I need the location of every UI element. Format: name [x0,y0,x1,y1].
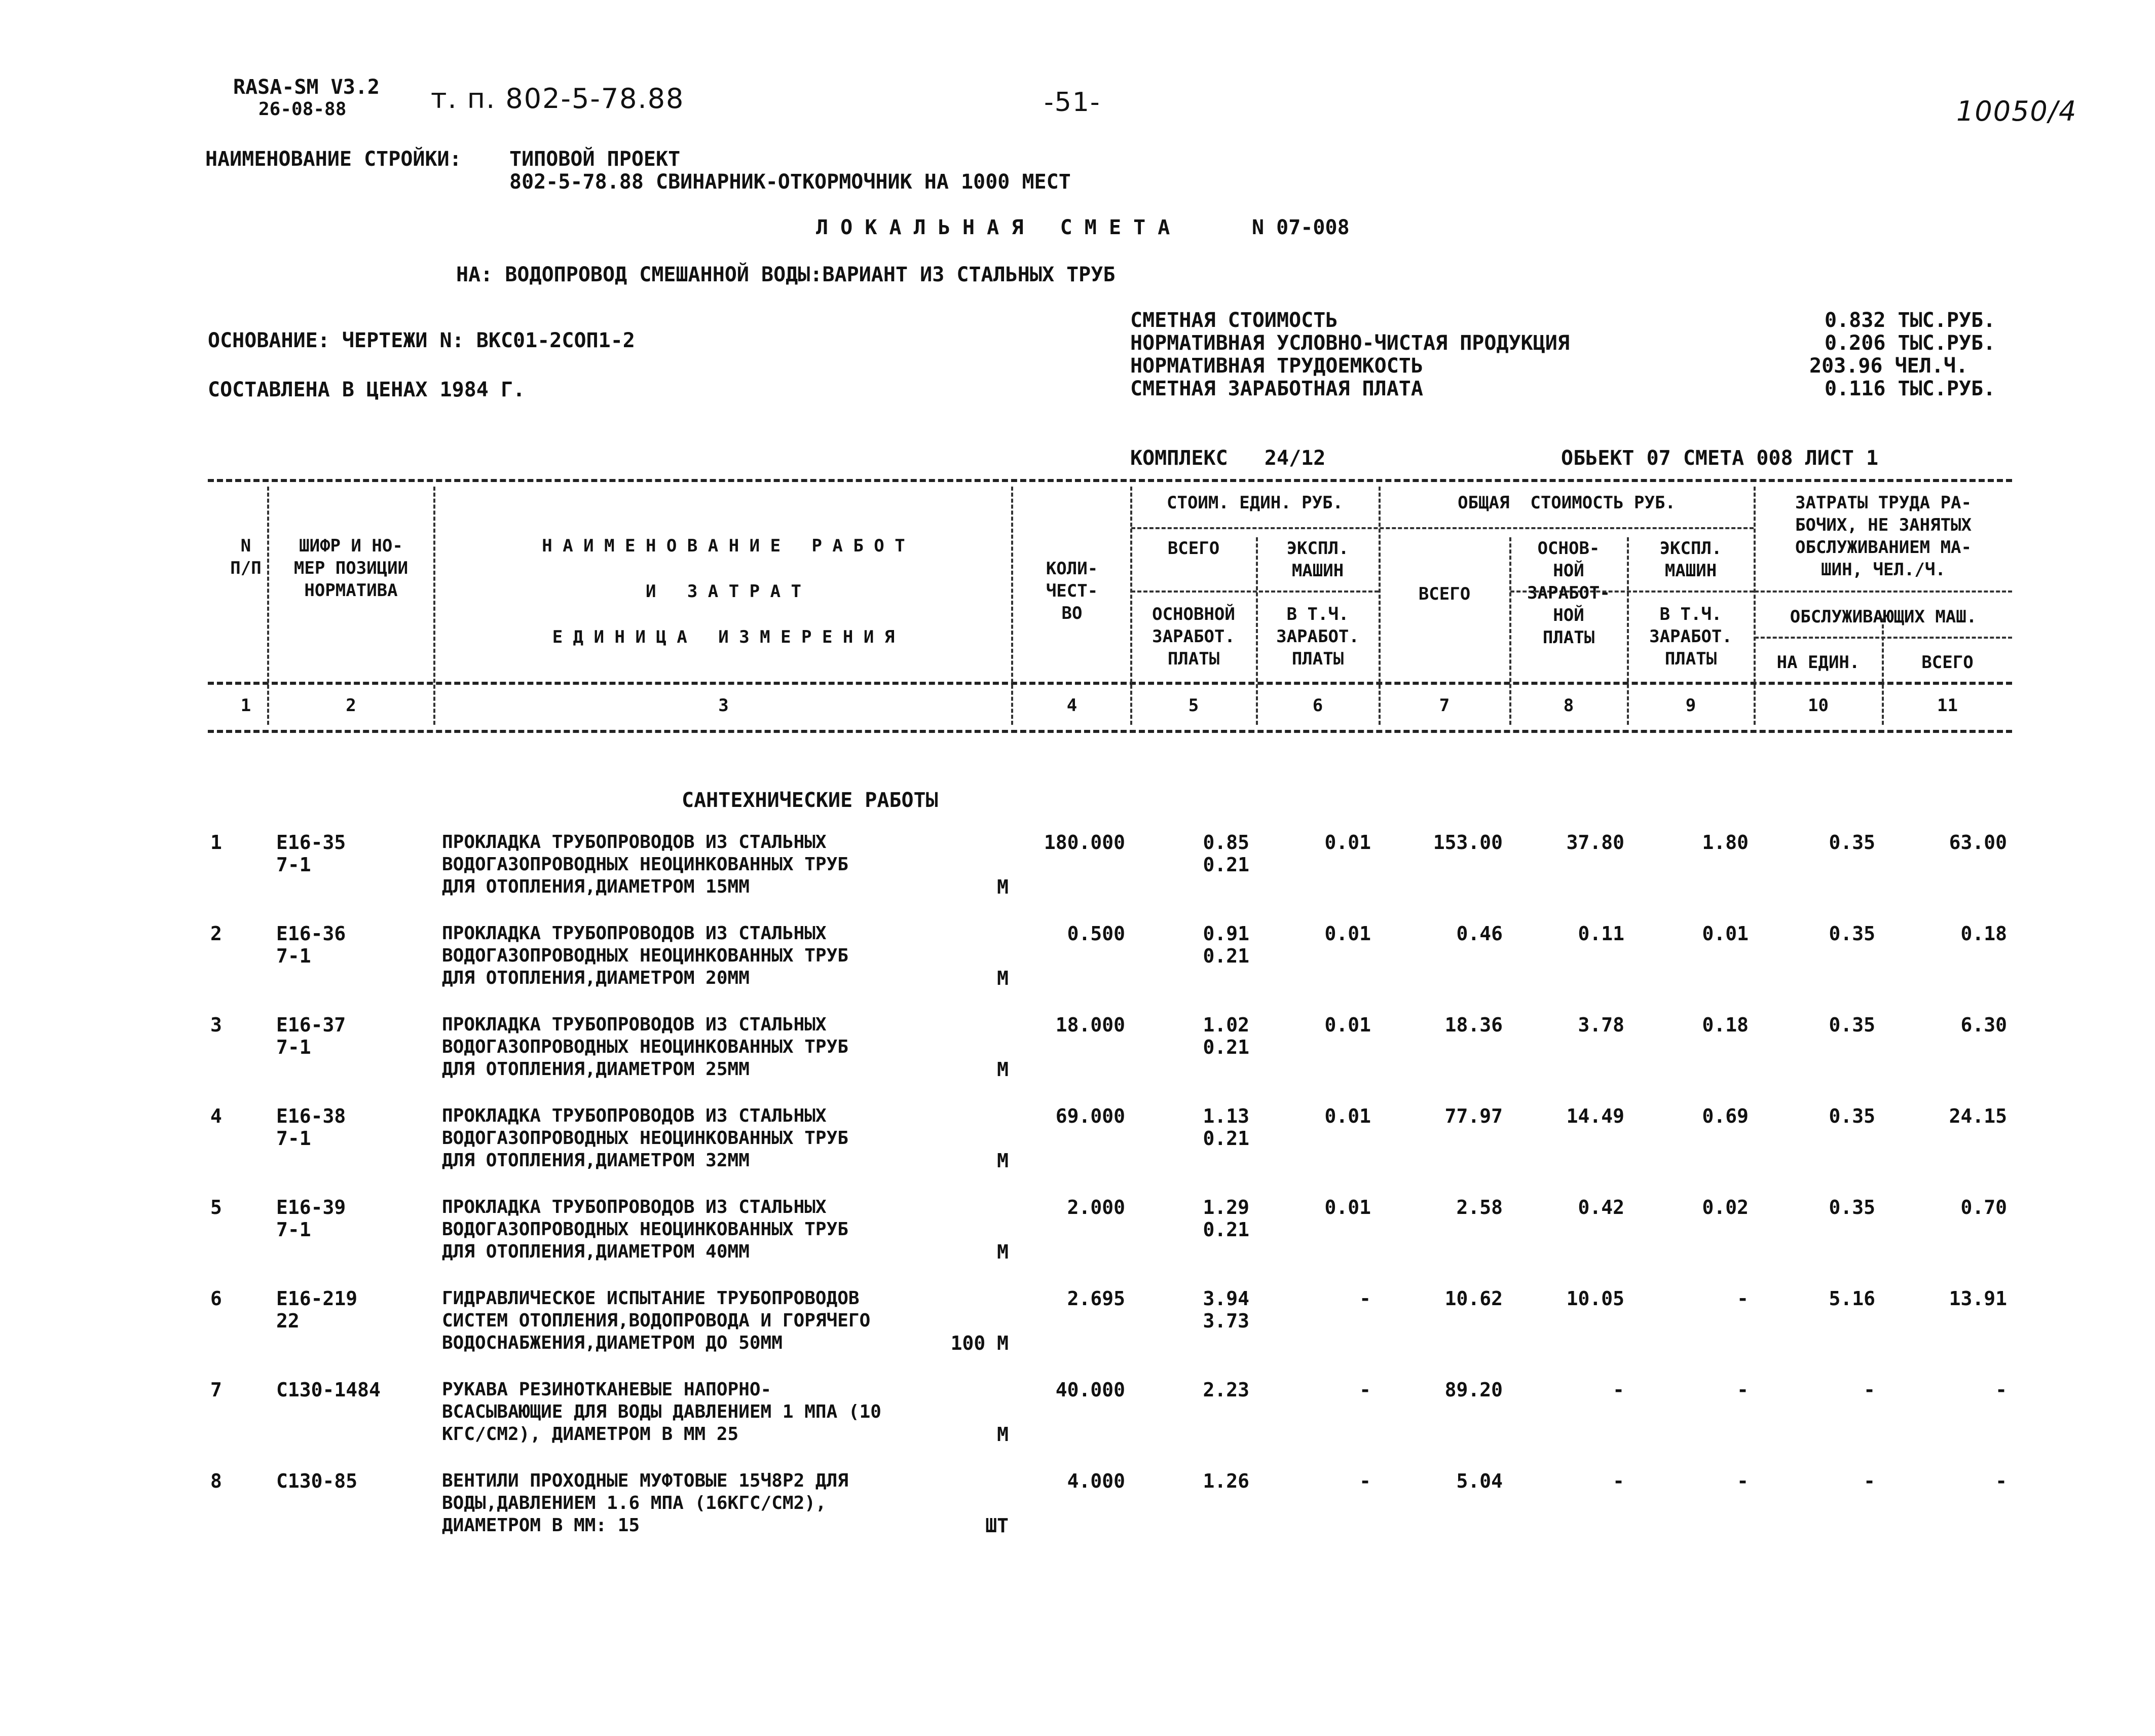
column-divider [267,487,269,725]
row-description: ПРОКЛАДКА ТРУБОПРОВОДОВ ИЗ СТАЛЬНЫХ ВОДОГАЗОПРОВОДНЫХ НЕОЦИНКОВАННЫХ ТРУБ ДЛЯ ОТОПЛЕНИЯ,ДИАМЕТРОМ 20ММ [442,923,848,988]
row-total-wage: 14.49 [1566,1105,1624,1127]
col-header-name-line2: И З А Т Р А Т [645,581,802,602]
row-description: ПРОКЛАДКА ТРУБОПРОВОДОВ ИЗ СТАЛЬНЫХ ВОДОГАЗОПРОВОДНЫХ НЕОЦИНКОВАННЫХ ТРУБ ДЛЯ ОТОПЛЕНИЯ,ДИАМЕТРОМ 15ММ [442,832,848,897]
row-code: Е16-219 22 [276,1287,358,1332]
row-unit: М [997,1150,1009,1172]
column-divider [433,487,435,725]
summary-label: СМЕТНАЯ СТОИМОСТЬ [1130,309,1338,332]
column-number: 9 [1685,695,1696,716]
row-total-machines: - [1737,1470,1749,1492]
col-header-labor-unit: НА ЕДИН. [1776,652,1860,673]
row-unit: ШТ [985,1515,1009,1537]
row-unit: М [997,876,1009,898]
col-header-unit-machines: ЭКСПЛ. МАШИН [1286,538,1349,581]
row-unit: М [997,1058,1009,1081]
row-total: 18.36 [1444,1014,1503,1036]
col-header-total-wage: ОСНОВ- НОЙ ЗАРАБОТ- НОЙ ПЛАТЫ [1527,538,1610,648]
row-total-machines: 1.80 [1702,831,1749,854]
row-code: Е16-39 7-1 [276,1196,346,1241]
summary-value: 0.832 ТЫС.РУБ. [1825,309,1996,332]
row-description: ВЕНТИЛИ ПРОХОДНЫЕ МУФТОВЫЕ 15Ч8Р2 ДЛЯ ВОДЫ,ДАВЛЕНИЕМ 1.6 МПА (16КГС/СМ2), ДИАМЕТРОМ В ММ: 15 [442,1470,848,1536]
row-total-wage: 0.42 [1578,1196,1624,1218]
row-labor-total: 0.18 [1960,922,2007,945]
column-number: 8 [1563,695,1574,716]
row-number: 1 [210,831,222,854]
col-header-number: N П/П [230,536,262,578]
col-header-name-line1: Н А И М Е Н О В А Н И Е Р А Б О Т [542,536,905,556]
estimate-prices: СОСТАВЛЕНА В ЦЕНАХ 1984 Г. [208,378,526,401]
row-total-machines: 0.02 [1702,1196,1749,1218]
row-unit-machines: 0.01 [1324,1014,1371,1036]
row-total: 5.04 [1456,1470,1503,1492]
row-unit-total: 0.91 0.21 [1203,922,1249,967]
row-total-machines: - [1737,1379,1749,1401]
col-group-total-cost: ОБЩАЯ СТОИМОСТЬ РУБ. [1458,493,1676,513]
summary-value: 203.96 ЧЕЛ.Ч. [1809,354,1968,378]
col-header-unit-machine-wage: В Т.Ч. ЗАРАБОТ. ПЛАТЫ [1276,604,1359,669]
row-number: 8 [210,1470,222,1492]
group-rule [1755,590,2012,593]
column-number: 7 [1439,695,1450,716]
header-rule [208,479,2012,482]
row-total-wage: - [1613,1470,1624,1492]
complex-label: КОМПЛЕКС 24/12 [1130,447,1326,470]
row-labor-total: 24.15 [1949,1105,2007,1127]
column-number: 11 [1937,695,1958,716]
page-number: -51- [1044,87,1101,118]
group-rule [1131,590,1379,593]
row-labor-unit: 5.16 [1829,1287,1875,1310]
row-code: С130-85 [276,1470,358,1492]
summary-label: НОРМАТИВНАЯ УСЛОВНО-ЧИСТАЯ ПРОДУКЦИЯ [1130,331,1570,355]
row-total-wage: 0.11 [1578,922,1624,945]
row-total-wage: 10.05 [1566,1287,1624,1310]
col-header-total-machines: ЭКСПЛ. МАШИН [1659,538,1722,581]
row-labor-total: - [1995,1470,2007,1492]
row-unit-machines: 0.01 [1324,831,1371,854]
row-description: ПРОКЛАДКА ТРУБОПРОВОДОВ ИЗ СТАЛЬНЫХ ВОДОГАЗОПРОВОДНЫХ НЕОЦИНКОВАННЫХ ТРУБ ДЛЯ ОТОПЛЕНИЯ,ДИАМЕТРОМ 32ММ [442,1105,848,1171]
row-unit-total: 3.94 3.73 [1203,1287,1249,1332]
row-unit-total: 2.23 [1203,1379,1249,1401]
row-total-machines: 0.69 [1702,1105,1749,1127]
column-number: 5 [1188,695,1199,716]
col-header-quantity: КОЛИ- ЧЕСТ- ВО [1046,559,1098,623]
row-unit: М [997,967,1009,989]
row-total: 89.20 [1444,1379,1503,1401]
row-unit-machines: - [1359,1287,1371,1310]
row-unit-total: 1.13 0.21 [1203,1105,1249,1150]
row-total: 0.46 [1456,922,1503,945]
row-labor-unit: - [1864,1379,1875,1401]
row-total-machines: 0.18 [1702,1014,1749,1036]
row-description: РУКАВА РЕЗИНОТКАНЕВЫЕ НАПОРНО- ВСАСЫВАЮЩИЕ ДЛЯ ВОДЫ ДАВЛЕНИЕМ 1 МПА (10 КГС/СМ2), ДИАМЕТРОМ В ММ 25 [442,1379,881,1445]
project-reference: т. п. 802-5-78.88 [431,83,685,115]
row-unit: М [997,1241,1009,1263]
summary-value: 0.206 ТЫС.РУБ. [1825,331,1996,355]
row-unit-total: 1.29 0.21 [1203,1196,1249,1241]
estimate-basis: ОСНОВАНИЕ: ЧЕРТЕЖИ N: ВКС01-2СОП1-2 [208,329,635,352]
row-quantity: 69.000 [1055,1105,1125,1127]
row-total-wage: - [1613,1379,1624,1401]
summary-label: НОРМАТИВНАЯ ТРУДОЕМКОСТЬ [1130,354,1423,378]
row-total: 77.97 [1444,1105,1503,1127]
estimate-number: N 07-008 [1252,216,1350,239]
archive-number: 10050/4 [1956,95,2077,127]
row-unit-total: 1.02 0.21 [1203,1014,1249,1058]
row-quantity: 180.000 [1044,831,1125,854]
row-labor-unit: 0.35 [1829,1014,1875,1036]
row-labor-total: 13.91 [1949,1287,2007,1310]
row-quantity: 2.000 [1067,1196,1125,1218]
row-labor-unit: - [1864,1470,1875,1492]
summary-value: 0.116 ТЫС.РУБ. [1825,377,1996,400]
column-number: 4 [1066,695,1078,716]
row-total-wage: 37.80 [1566,831,1624,854]
row-labor-total: - [1995,1379,2007,1401]
group-rule [1131,527,1754,529]
row-code: С130-1484 [276,1379,381,1401]
column-number: 2 [346,695,356,716]
row-unit-machines: 0.01 [1324,922,1371,945]
row-unit: М [997,1423,1009,1446]
row-description: ПРОКЛАДКА ТРУБОПРОВОДОВ ИЗ СТАЛЬНЫХ ВОДОГАЗОПРОВОДНЫХ НЕОЦИНКОВАННЫХ ТРУБ ДЛЯ ОТОПЛЕНИЯ,ДИАМЕТРОМ 25ММ [442,1014,848,1080]
section-title: САНТЕХНИЧЕСКИЕ РАБОТЫ [682,789,938,812]
row-quantity: 40.000 [1055,1379,1125,1401]
row-labor-unit: 0.35 [1829,1196,1875,1218]
row-quantity: 18.000 [1055,1014,1125,1036]
row-labor-total: 63.00 [1949,831,2007,854]
column-number: 6 [1312,695,1323,716]
row-unit-machines: 0.01 [1324,1105,1371,1127]
col-header-total: ВСЕГО [1418,584,1471,604]
row-total-machines: 0.01 [1702,922,1749,945]
object-label: ОБЬЕКТ 07 СМЕТА 008 ЛИСТ 1 [1561,447,1879,470]
col-header-unit-total: ВСЕГО [1167,538,1220,559]
col-header-name-line3: Е Д И Н И Ц А И З М Е Р Е Н И Я [552,627,895,647]
row-description: ГИДРАВЛИЧЕСКОЕ ИСПЫТАНИЕ ТРУБОПРОВОДОВ СИСТЕМ ОТОПЛЕНИЯ,ВОДОПРОВОДА И ГОРЯЧЕГО ВОДОСНАБЖЕНИЯ,ДИАМЕТРОМ ДО 50ММ [442,1288,871,1353]
col-header-labor-total: ВСЕГО [1921,652,1974,673]
system-label: RASA-SM V3.2 [233,76,380,99]
row-total-machines: - [1737,1287,1749,1310]
row-quantity: 0.500 [1067,922,1125,945]
row-description: ПРОКЛАДКА ТРУБОПРОВОДОВ ИЗ СТАЛЬНЫХ ВОДОГАЗОПРОВОДНЫХ НЕОЦИНКОВАННЫХ ТРУБ ДЛЯ ОТОПЛЕНИЯ,ДИАМЕТРОМ 40ММ [442,1197,848,1262]
row-number: 5 [210,1196,222,1218]
estimate-subject: НА: ВОДОПРОВОД СМЕШАННОЙ ВОДЫ:ВАРИАНТ ИЗ СТАЛЬНЫХ ТРУБ [456,263,1116,286]
row-unit-machines: - [1359,1379,1371,1401]
col-group-unit-cost: СТОИМ. ЕДИН. РУБ. [1167,493,1343,513]
row-total: 10.62 [1444,1287,1503,1310]
column-divider [1011,487,1013,725]
column-number: 10 [1808,695,1829,716]
row-labor-total: 6.30 [1960,1014,2007,1036]
row-labor-unit: 0.35 [1829,1105,1875,1127]
col-group-labor: ЗАТРАТЫ ТРУДА РА- БОЧИХ, НЕ ЗАНЯТЫХ ОБСЛУЖИВАНИЕМ МА- ШИН, ЧЕЛ./Ч. [1795,493,1972,580]
row-total-wage: 3.78 [1578,1014,1624,1036]
row-unit: 100 М [950,1332,1009,1354]
construction-label: НАИМЕНОВАНИЕ СТРОЙКИ: [205,147,462,171]
col-header-code: ШИФР И НО- МЕР ПОЗИЦИИ НОРМАТИВА [293,536,408,601]
summary-label: СМЕТНАЯ ЗАРАБОТНАЯ ПЛАТА [1130,377,1423,400]
row-quantity: 4.000 [1067,1470,1125,1492]
header-rule [208,730,2012,733]
row-number: 4 [210,1105,222,1127]
row-code: Е16-37 7-1 [276,1014,346,1058]
row-number: 7 [210,1379,222,1401]
row-code: Е16-38 7-1 [276,1105,346,1150]
row-code: Е16-36 7-1 [276,922,346,967]
system-date: 26-08-88 [258,99,347,120]
construction-name-line1: ТИПОВОЙ ПРОЕКТ [509,147,681,171]
col-header-total-machine-wage: В Т.Ч. ЗАРАБОТ. ПЛАТЫ [1649,604,1732,669]
column-number: 1 [240,695,251,716]
column-divider [1379,487,1381,725]
column-number: 3 [718,695,729,716]
row-total: 153.00 [1433,831,1503,854]
estimate-title: Л О К А Л Ь Н А Я С М Е Т А [816,216,1170,239]
row-unit-machines: - [1359,1470,1371,1492]
col-header-labor-service: ОБСЛУЖИВАЮЩИХ МАШ. [1790,607,1977,627]
row-total: 2.58 [1456,1196,1503,1218]
header-rule [208,682,2012,685]
group-rule [1755,637,2012,639]
row-unit-machines: 0.01 [1324,1196,1371,1218]
row-unit-total: 1.26 [1203,1470,1249,1492]
row-quantity: 2.695 [1067,1287,1125,1310]
row-labor-total: 0.70 [1960,1196,2007,1218]
row-unit-total: 0.85 0.21 [1203,831,1249,876]
row-number: 3 [210,1014,222,1036]
row-labor-unit: 0.35 [1829,922,1875,945]
row-code: Е16-35 7-1 [276,831,346,876]
construction-name-line2: 802-5-78.88 СВИНАРНИК-ОТКОРМОЧНИК НА 1000 МЕСТ [509,170,1071,194]
row-number: 6 [210,1287,222,1310]
row-labor-unit: 0.35 [1829,831,1875,854]
col-header-unit-wage: ОСНОВНОЙ ЗАРАБОТ. ПЛАТЫ [1152,604,1235,669]
row-number: 2 [210,922,222,945]
